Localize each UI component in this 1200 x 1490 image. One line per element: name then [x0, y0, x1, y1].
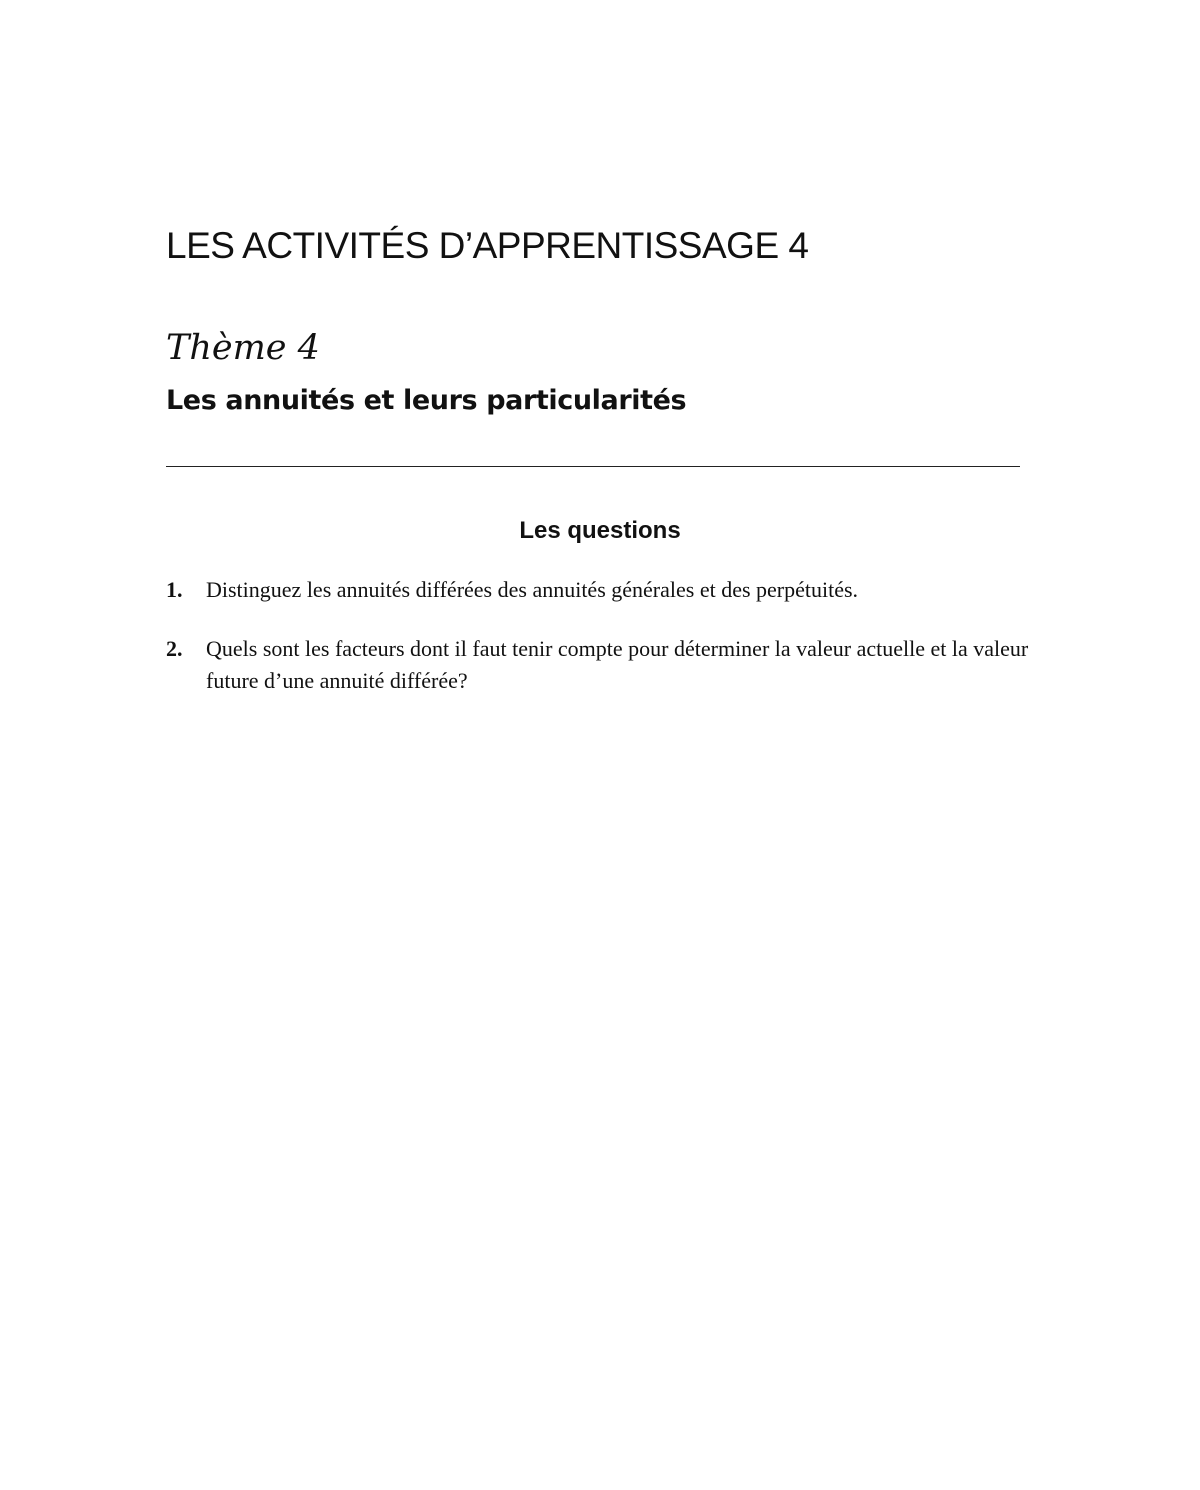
question-number: 1.: [166, 577, 183, 602]
question-text: Quels sont les facteurs dont il faut tenir compte pour déterminer la valeur actuelle et la valeur future d’une annuité différée?: [206, 636, 1029, 693]
question-number: 2.: [166, 636, 183, 661]
theme-title: Les annuités et leurs particularités: [166, 385, 687, 416]
question-list: [166, 574, 1046, 724]
question-text: Distinguez les annuités différées des annuités générales et des perpétuités.: [206, 577, 859, 602]
question-item: [166, 633, 1046, 697]
section-title: Les questions: [519, 517, 681, 544]
document-heading: LES ACTIVITÉS D’APPRENTISSAGE 4: [166, 225, 809, 266]
separator-line: [166, 466, 1020, 467]
theme-label: Thème 4: [166, 328, 320, 368]
question-item: [166, 574, 1046, 606]
